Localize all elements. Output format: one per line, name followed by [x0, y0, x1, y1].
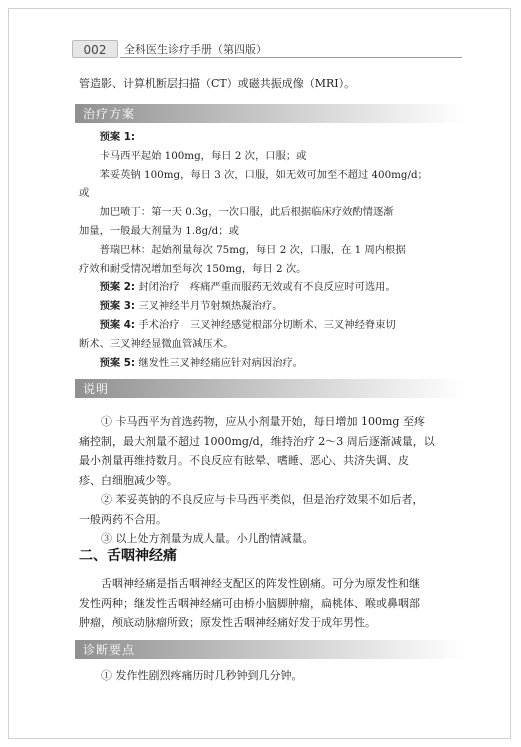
diagnosis-item: ① 发作性剧烈疼痛历时几秒钟到几分钟。: [101, 669, 303, 682]
section2-body: [79, 574, 465, 633]
section-bar-notes: [75, 379, 465, 398]
diagnosis-heading: 诊断要点: [83, 643, 136, 657]
page-number-badge: 002: [72, 40, 118, 58]
plan1-line: 或: [79, 187, 90, 200]
plan1-line: 加量，一般最大剂量为 1.8g/d；或: [79, 224, 239, 237]
treatment-heading: 治疗方案: [83, 107, 136, 121]
plan3-label: 预案 3:: [99, 300, 136, 313]
plan4-label: 预案 4:: [99, 318, 136, 331]
intro-paragraph: [79, 74, 465, 94]
treatment-plans: [79, 128, 465, 372]
plan1-line: 疗效和耐受情况增加至每次 150mg，每日 2 次。: [79, 262, 307, 275]
diagnosis-body: [79, 666, 465, 686]
notes-heading: 说明: [83, 382, 110, 396]
section-bar-diagnosis: [75, 640, 465, 659]
note2-line: ② 苯妥英钠的不良反应与卡马西平类似，但是治疗效果不如后者，: [101, 493, 424, 506]
header-rule: [120, 57, 462, 58]
plan1-label: 预案 1:: [99, 131, 136, 143]
plan5-label: 预案 5:: [99, 356, 136, 369]
note3-line: ③ 以上处方剂量为成人量。小儿酌情减量。: [101, 532, 314, 545]
note1-line: 痛控制，最大剂量不超过 1000mg/d，维持治疗 2～3 周后逐渐减量，以: [79, 434, 435, 448]
notes-body: [79, 412, 465, 549]
section2-line: 舌咽神经痛是指舌咽神经支配区的阵发性剧痛。可分为原发性和继: [101, 577, 420, 590]
plan2-label: 预案 2:: [99, 281, 136, 294]
plan4-text-cont: 断术、三叉神经显微血管减压术。: [79, 337, 234, 350]
section2-line: 肿瘤，颅底动脉瘤所致；原发性舌咽神经痛好发于成年男性。: [79, 616, 376, 629]
plan1-line: 加巴喷丁：第一天 0.3g，一次口服，此后根据临床疗效酌情逐渐: [99, 206, 394, 219]
note1-line: 疹、白细胞减少等。: [79, 473, 178, 487]
plan1-line: 苯妥英钠 100mg，每日 3 次，口服，如无效可加至不超过 400mg/d；: [99, 168, 428, 181]
plan1-line: 普瑞巴林：起始剂量每次 75mg，每日 2 次，口服，在 1 周内根据: [99, 243, 406, 256]
section2-line: 发性两种；继发性舌咽神经痛可由桥小脑脚肿瘤，扁桃体、喉或鼻咽部: [79, 596, 420, 610]
note1-line: ① 卡马西平为首选药物，应从小剂量开始，每日增加 100mg 至疼: [101, 415, 425, 428]
plan3-text: 三叉神经半月节射频热凝治疗。: [138, 300, 283, 313]
plan2-text: 封闭治疗 疼痛严重而服药无效或有不良反应时可选用。: [138, 281, 396, 294]
book-title: 全科医生诊疗手册（第四版）: [124, 43, 267, 56]
plan5-text: 继发性三叉神经痛应针对病因治疗。: [138, 356, 304, 369]
section-title-glossopharyngeal: 二、舌咽神经痛: [79, 548, 177, 564]
section-bar-treatment: [75, 104, 465, 123]
note1-line: 最小剂量再维持数月。不良反应有眩晕、嗜睡、恶心、共济失调、皮: [79, 454, 409, 467]
intro-line: 管造影、计算机断层扫描（CT）或磁共振成像（MRI）。: [79, 77, 356, 90]
running-header: [72, 40, 462, 60]
plan4-text: 手术治疗 三叉神经感觉根部分切断术、三叉神经脊束切: [138, 318, 396, 331]
note2-line: 一般两药不合用。: [79, 512, 167, 526]
plan1-line: 卡马西平起始 100mg，每日 2 次，口服；或: [99, 149, 307, 162]
